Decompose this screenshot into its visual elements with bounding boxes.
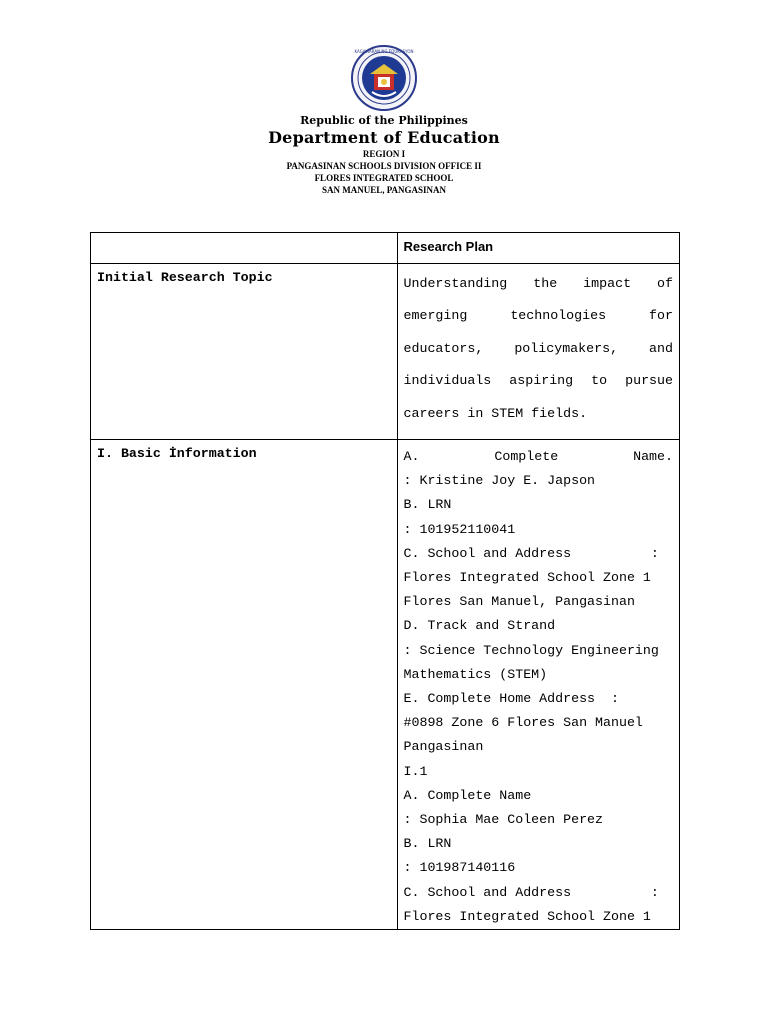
info-line: I.1: [403, 763, 428, 779]
info-line: Flores Integrated School Zone 1: [403, 570, 651, 586]
topic-line: Understanding the impact of: [403, 276, 673, 291]
info-line: Pangasinan: [403, 739, 484, 755]
table-header-row: [91, 233, 680, 264]
topic-line: individuals aspiring to pursue: [403, 373, 673, 389]
school-line: FLORES INTEGRATED SCHOOL: [314, 173, 454, 183]
info-line: D. Track and Strand: [403, 618, 556, 634]
info-line: E. Complete Home Address :: [403, 691, 619, 707]
info-line: : Science Technology Engineering: [403, 642, 659, 658]
info-line: #0898 Zone 6 Flores San Manuel: [403, 715, 643, 731]
topic-text: [398, 264, 679, 430]
info-line: Flores San Manuel, Pangasinan: [403, 594, 635, 610]
basic-info-label-cell: [91, 440, 398, 930]
department-title: Department of Education: [268, 128, 500, 147]
topic-line: careers in STEM fields.: [403, 405, 588, 421]
topic-value-cell: [397, 264, 679, 440]
info-line: Mathematics (STEM): [403, 666, 548, 682]
info-line: : Kristine Joy E. Japson: [403, 473, 596, 489]
research-plan-heading: Research Plan: [403, 239, 494, 254]
info-line: : 101952110041: [403, 521, 516, 537]
basic-info-label: I. Basic İnformation: [97, 446, 257, 461]
division-line: PANGASINAN SCHOOLS DIVISION OFFICE II: [286, 161, 482, 171]
header-left-cell: [91, 233, 398, 264]
republic-line: Republic of the Philippines: [300, 114, 468, 127]
basic-info-value-cell: [397, 440, 679, 930]
info-line: B. LRN: [403, 836, 452, 852]
basic-info-list: [398, 440, 679, 929]
info-line: A. Complete Name: [403, 787, 532, 803]
letterhead: [0, 44, 768, 196]
info-line: B. LRN: [403, 497, 452, 513]
info-line: A. Complete Name.: [403, 449, 673, 464]
topic-label: Initial Research Topic: [97, 270, 273, 285]
deped-seal-icon: [350, 44, 418, 112]
svg-text:KAGAWARAN NG EDUKASYON: KAGAWARAN NG EDUKASYON: [354, 49, 414, 54]
info-line: C. School and Address :: [403, 545, 659, 561]
table-row-basic-info: [91, 440, 680, 930]
research-plan-table: [90, 232, 680, 930]
topic-label-cell: [91, 264, 398, 440]
header-left-text: [91, 233, 397, 239]
region-line: REGION I: [362, 149, 406, 159]
info-line: : 101987140116: [403, 860, 516, 876]
topic-line: emerging technologies for: [403, 308, 673, 324]
header-right-cell: [397, 233, 679, 264]
info-line: Flores Integrated School Zone 1: [403, 908, 651, 924]
topic-line: educators, policymakers, and: [403, 340, 673, 356]
info-line: C. School and Address :: [403, 884, 659, 900]
info-line: : Sophia Mae Coleen Perez: [403, 812, 604, 828]
table-row-topic: [91, 264, 680, 440]
location-line: SAN MANUEL, PANGASINAN: [321, 185, 447, 195]
